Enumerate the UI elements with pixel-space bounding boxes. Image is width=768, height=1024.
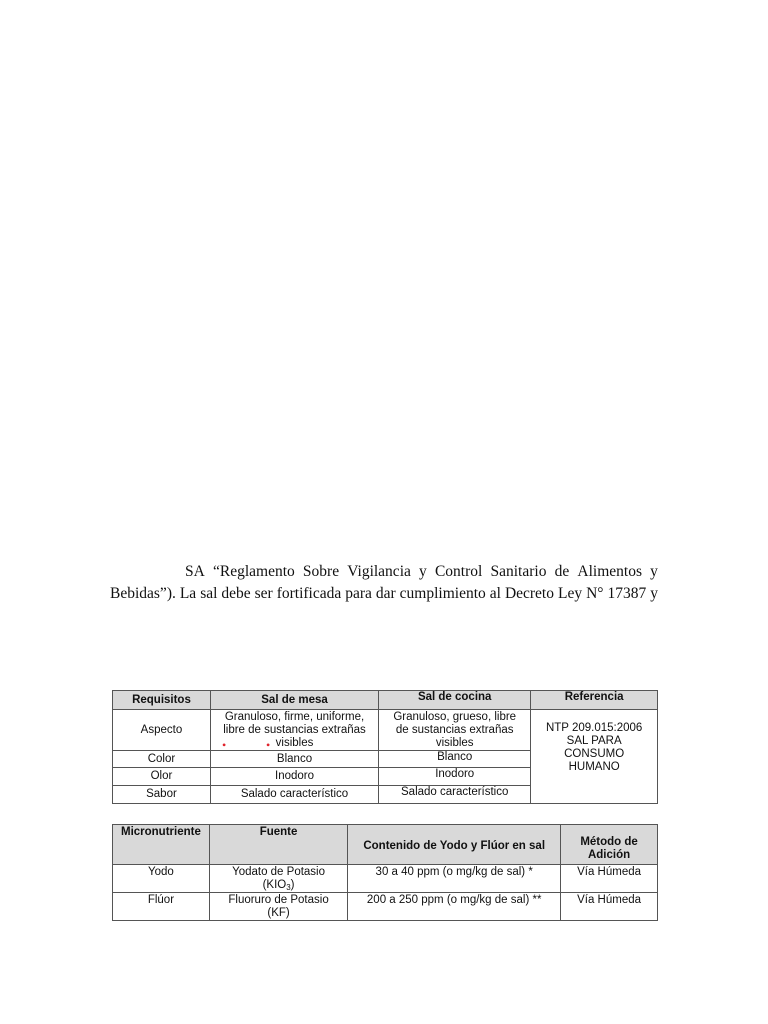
formula-part: ) bbox=[290, 879, 295, 891]
word: para bbox=[345, 585, 372, 602]
source-formula: (KF) bbox=[267, 907, 290, 919]
word: La bbox=[179, 585, 197, 602]
header-sal-de-cocina: Sal de cocina bbox=[379, 691, 531, 710]
cell-sal-de-mesa: Salado característico bbox=[210, 786, 378, 804]
formula-part: (KIO bbox=[262, 879, 287, 891]
cell-requirement: Sabor bbox=[113, 786, 211, 804]
cell-method: Vía Húmeda bbox=[561, 865, 658, 893]
word: Ley bbox=[557, 585, 583, 602]
cell-sal-de-cocina: Inodoro bbox=[379, 768, 531, 786]
word: SA bbox=[185, 563, 205, 580]
cell-sal-de-mesa: Inodoro bbox=[210, 768, 378, 786]
word: Alimentos bbox=[577, 563, 642, 580]
red-bullet-icon: • bbox=[266, 738, 271, 752]
table-row bbox=[113, 865, 658, 893]
word: dar bbox=[375, 585, 396, 602]
word: al bbox=[489, 585, 501, 602]
word: “Reglamento bbox=[212, 563, 295, 580]
formula-subscript: 3 bbox=[286, 883, 291, 892]
source-formula bbox=[263, 879, 295, 891]
table-row bbox=[113, 893, 658, 921]
cell-requirement: Color bbox=[113, 751, 211, 768]
word: N° bbox=[586, 585, 604, 602]
cell-requirement: Aspecto bbox=[113, 710, 211, 751]
cell-sal-de-mesa: Blanco bbox=[210, 751, 378, 768]
word: 17387 bbox=[607, 585, 647, 602]
salt-requirements-table bbox=[112, 690, 658, 804]
word: Decreto bbox=[504, 585, 554, 602]
red-bullet-icon: • bbox=[222, 738, 227, 752]
word: cumplimiento bbox=[399, 585, 486, 602]
paragraph-line-1 bbox=[110, 561, 658, 583]
cell-source bbox=[209, 893, 347, 921]
header-contenido: Contenido de Yodo y Flúor en sal bbox=[348, 825, 561, 865]
word: y bbox=[419, 563, 427, 580]
cell-sal-de-mesa: Granuloso, firme, uniforme, libre de sustancias extrañas visibles bbox=[210, 710, 378, 751]
word: Bebidas”). bbox=[110, 585, 176, 602]
table-header-row bbox=[113, 691, 658, 710]
cell-sal-de-cocina: Granuloso, grueso, libre de sustancias extrañas visibles bbox=[379, 710, 531, 751]
header-micronutriente: Micronutriente bbox=[113, 825, 210, 865]
word: debe bbox=[221, 585, 251, 602]
cell-requirement: Olor bbox=[113, 768, 211, 786]
cell-method: Vía Húmeda bbox=[561, 893, 658, 921]
word: Sobre bbox=[302, 563, 340, 580]
cell-sal-de-cocina: Salado característico bbox=[379, 786, 531, 804]
table-row bbox=[113, 710, 658, 751]
header-referencia: Referencia bbox=[531, 691, 658, 710]
micronutrient-table bbox=[112, 824, 658, 921]
word: Vigilancia bbox=[347, 563, 411, 580]
cell-content: 30 a 40 ppm (o mg/kg de sal) * bbox=[348, 865, 561, 893]
cell-source bbox=[209, 865, 347, 893]
word: Control bbox=[434, 563, 483, 580]
word: de bbox=[554, 563, 570, 580]
paragraph-line-2 bbox=[110, 583, 658, 605]
header-sal-de-mesa: Sal de mesa bbox=[210, 691, 378, 710]
header-fuente: Fuente bbox=[209, 825, 347, 865]
word: ser bbox=[254, 585, 273, 602]
word: Sanitario bbox=[490, 563, 547, 580]
body-paragraph bbox=[110, 561, 658, 605]
cell-micronutrient: Flúor bbox=[113, 893, 210, 921]
source-name: Yodato de Potasio bbox=[232, 866, 326, 878]
cell-content: 200 a 250 ppm (o mg/kg de sal) ** bbox=[348, 893, 561, 921]
word: fortificada bbox=[276, 585, 342, 602]
table-header-row bbox=[113, 825, 658, 865]
word: y bbox=[650, 585, 658, 602]
word: y bbox=[650, 563, 658, 580]
cell-reference: NTP 209.015:2006 SAL PARA CONSUMO HUMANO bbox=[531, 710, 658, 804]
cell-sal-de-cocina: Blanco bbox=[379, 751, 531, 768]
header-metodo: Método de Adición bbox=[561, 825, 658, 865]
word: sal bbox=[200, 585, 218, 602]
header-requisitos: Requisitos bbox=[113, 691, 211, 710]
source-name: Fluoruro de Potasio bbox=[228, 894, 329, 906]
cell-micronutrient: Yodo bbox=[113, 865, 210, 893]
